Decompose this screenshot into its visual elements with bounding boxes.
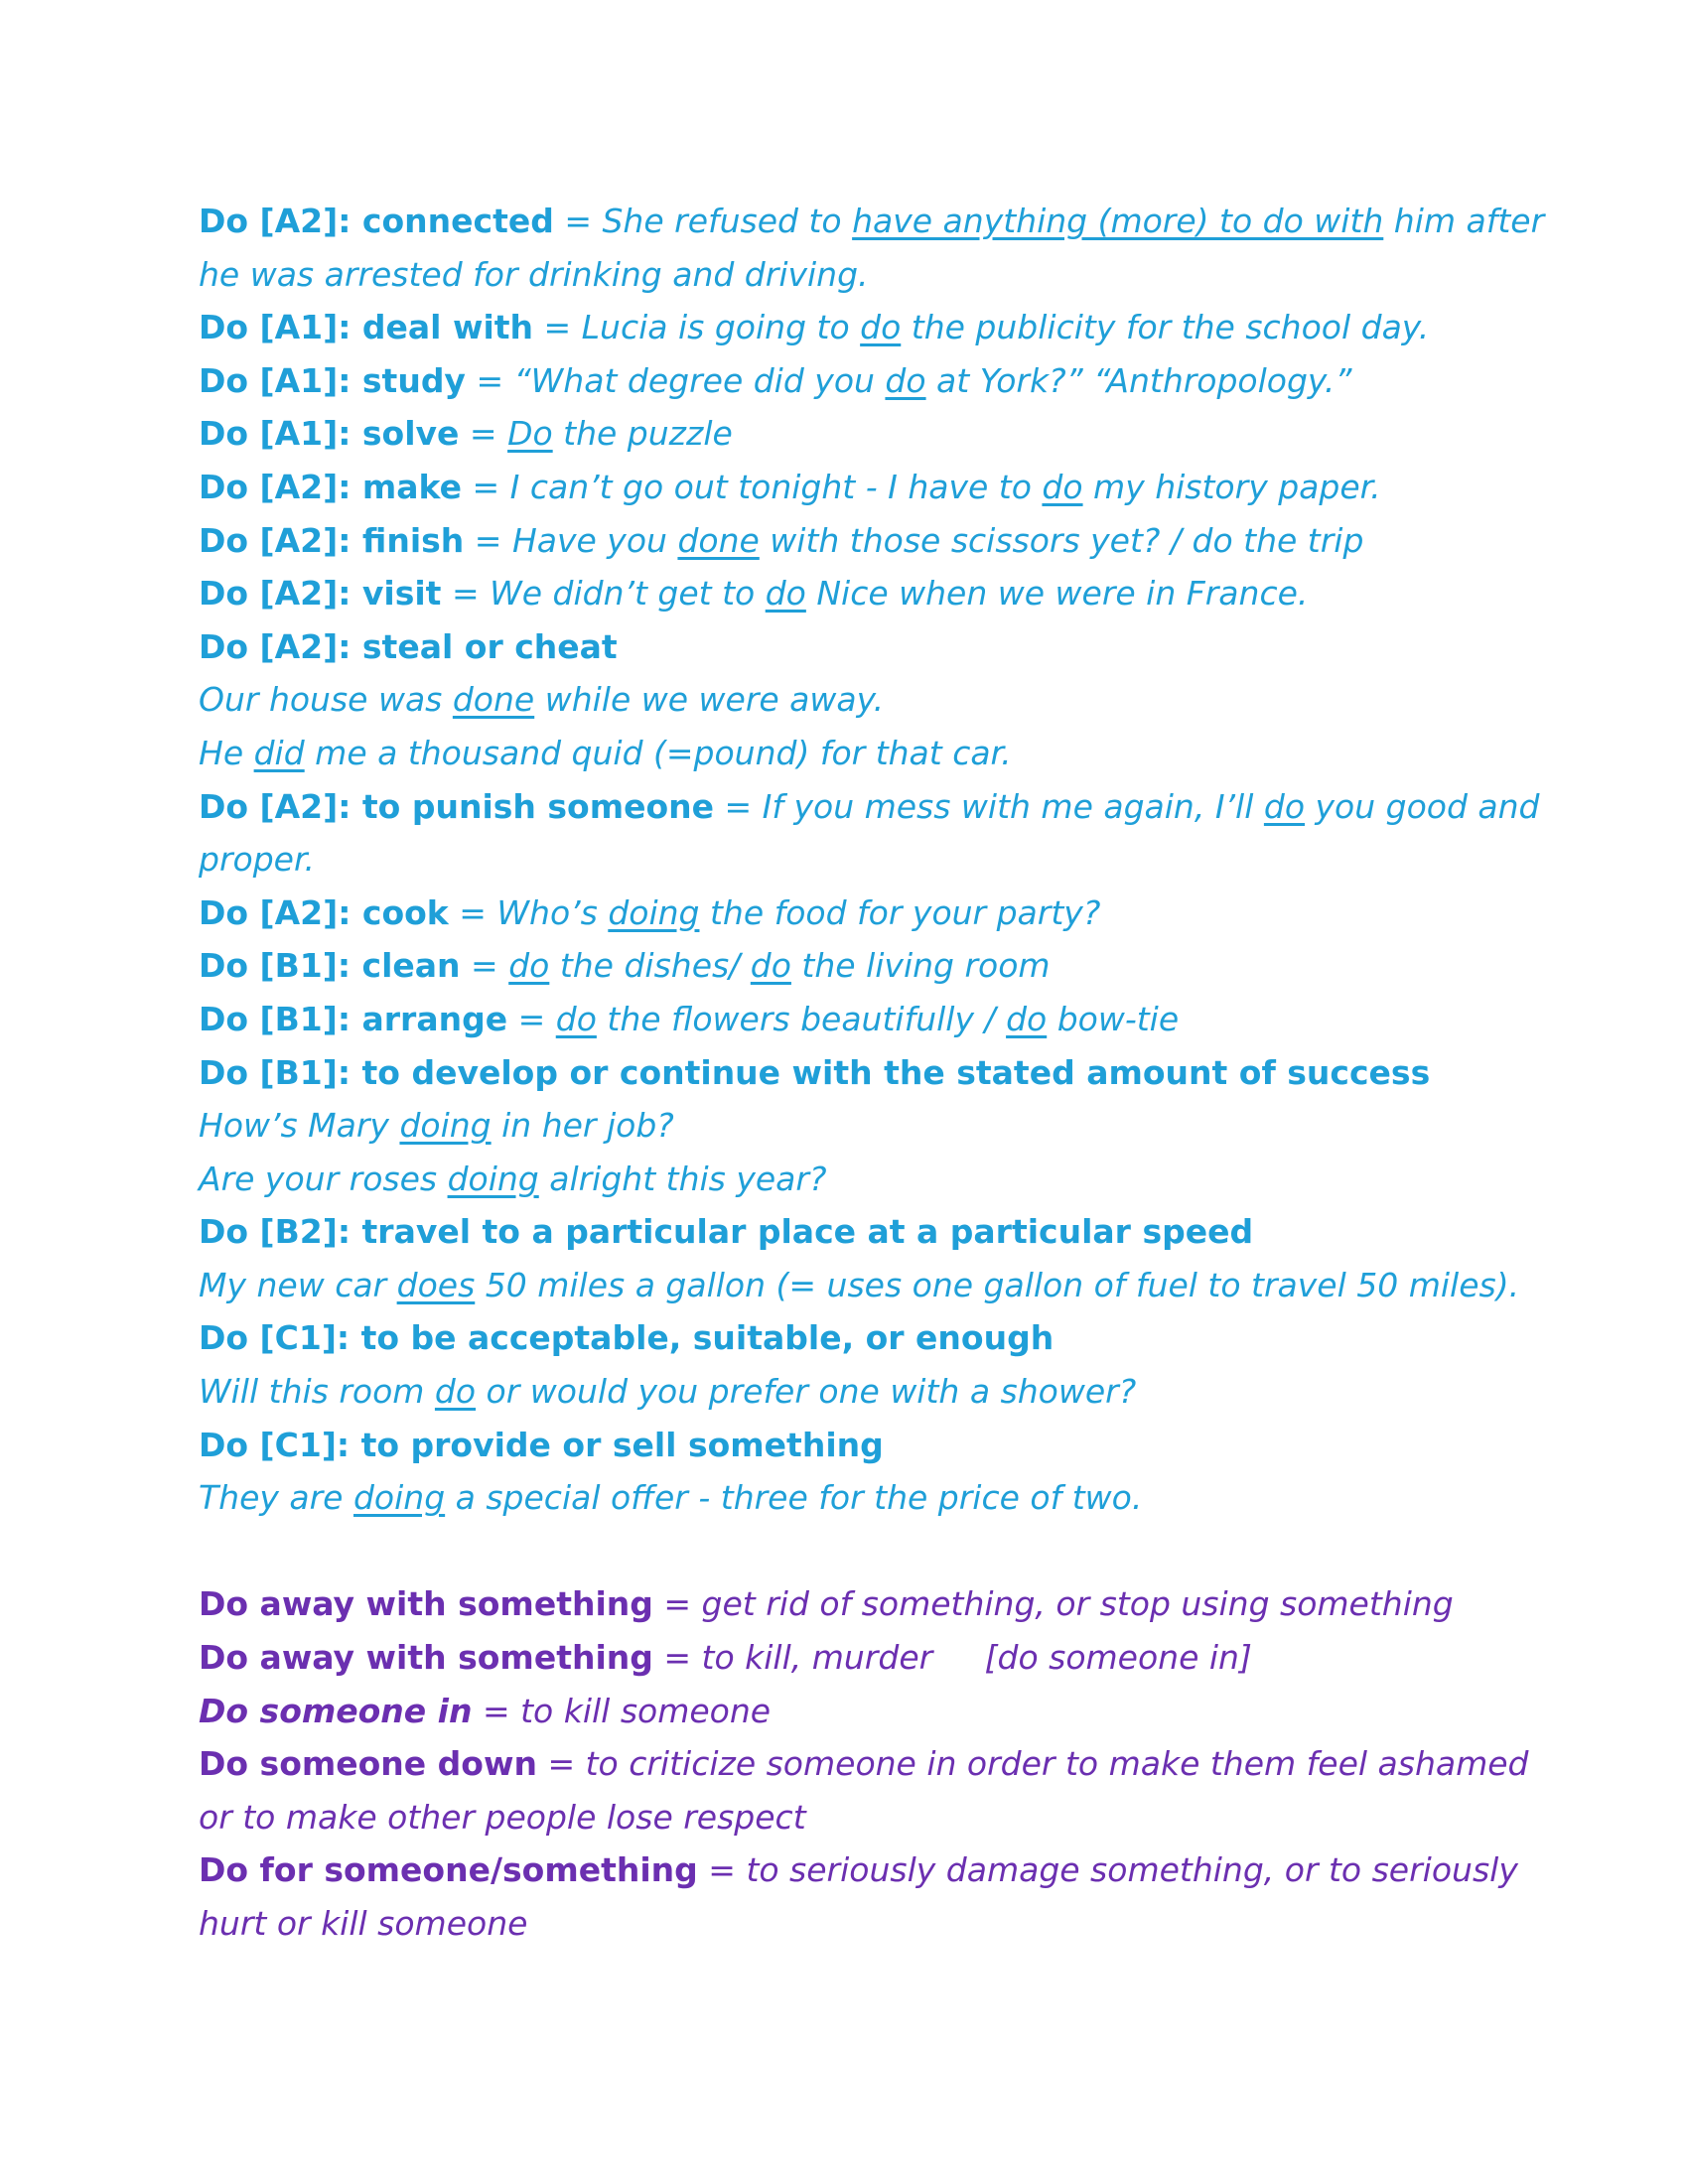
underlined-example: doing	[399, 1106, 492, 1146]
text-line	[199, 1631, 1489, 1685]
entry-text: = to seriously damage something, or to seriously	[697, 1850, 1518, 1890]
entry-text: my history paper.	[1082, 467, 1381, 506]
entry-text: My new car	[199, 1265, 397, 1304]
entry-heading: Do [B2]: travel to a particular place at a particular speed	[199, 1212, 1254, 1252]
text-line	[199, 514, 1489, 568]
entry-heading: Do [A2]: finish	[199, 520, 465, 560]
entry-heading: Do [A1]: solve	[199, 414, 460, 454]
entry-text: the publicity for the school day.	[901, 308, 1430, 347]
underlined-example: done	[452, 680, 535, 720]
underlined-example: do	[434, 1372, 477, 1412]
underlined-example: do	[555, 999, 597, 1038]
entry-text: he was arrested for drinking and driving.	[199, 254, 869, 294]
entry-heading: Do [A2]: connected	[199, 202, 554, 240]
entry-text: They are	[199, 1478, 353, 1518]
text-line	[199, 567, 1489, 620]
text-line	[199, 1471, 1489, 1525]
entry-text: =	[459, 414, 508, 454]
text-line	[199, 1153, 1489, 1206]
text-line	[199, 1259, 1520, 1312]
entry-text: at York?” “Anthropology.”	[925, 360, 1352, 400]
underlined-example: did	[253, 733, 305, 772]
blank-line	[199, 1525, 1489, 1578]
underlined-example: doing	[608, 892, 700, 932]
entry-heading: Do someone in	[199, 1691, 473, 1730]
text-line	[199, 1365, 1489, 1419]
entry-text: the living room	[790, 946, 1051, 986]
text-line	[199, 248, 1489, 302]
entry-text: him after	[1383, 202, 1545, 240]
text-line	[199, 727, 1489, 780]
entry-text: 50 miles a gallon (= uses one gallon of fuel to travel 50 miles).	[475, 1265, 1520, 1304]
entry-text: Our house was	[199, 680, 453, 720]
document-body	[199, 195, 1545, 1951]
text-line	[199, 1099, 1489, 1153]
text-line	[199, 407, 1489, 461]
underlined-example: Do	[507, 414, 553, 454]
text-line	[199, 620, 1489, 674]
entry-text: = to kill, murder [do someone in]	[652, 1638, 1252, 1678]
entry-heading: Do [B1]: to develop or continue with the stated amount of success	[199, 1052, 1431, 1092]
entry-text: = We didn’t get to	[441, 574, 766, 614]
entry-text: you good and	[1305, 786, 1540, 826]
entry-text: He	[199, 733, 254, 772]
text-line	[199, 887, 1489, 940]
entry-text: How’s Mary	[199, 1106, 400, 1146]
entry-heading: Do for someone/something	[199, 1850, 698, 1890]
text-line	[199, 1897, 1489, 1951]
underlined-example: doing	[352, 1478, 446, 1518]
underlined-example: do	[508, 946, 550, 986]
entry-heading: Do [B1]: clean	[199, 946, 461, 986]
entry-text: in her job?	[491, 1106, 674, 1146]
underlined-example: do	[765, 574, 806, 614]
entry-text: = I can’t go out tonight - I have to	[462, 467, 1043, 506]
entry-text: alright this year?	[538, 1159, 827, 1198]
entry-text: = Have you	[464, 520, 678, 560]
entry-text: = Who’s	[448, 892, 609, 932]
entry-text: = get rid of something, or stop using something	[652, 1584, 1454, 1624]
text-line	[199, 1791, 1489, 1844]
text-line	[199, 780, 1540, 834]
entry-text: the flowers beautifully /	[596, 999, 1007, 1038]
entry-heading: Do away with something	[199, 1584, 653, 1624]
entry-text: the puzzle	[552, 414, 733, 454]
entry-text: = If you mess with me again, I’ll	[714, 786, 1264, 826]
entry-heading: Do [A2]: make	[199, 467, 462, 506]
text-line	[199, 939, 1489, 993]
entry-text: the food for your party?	[699, 892, 1101, 932]
entry-text: while we were away.	[534, 680, 885, 720]
text-line	[199, 833, 1489, 887]
underlined-example: do	[1006, 999, 1048, 1038]
entry-text: = to criticize someone in order to make them feel ashamed	[536, 1744, 1529, 1784]
entry-text: a special offer - three for the price of two.	[445, 1478, 1143, 1518]
entry-text: Will this room	[199, 1372, 435, 1412]
entry-text: bow-tie	[1047, 999, 1180, 1038]
entry-text: =	[507, 999, 556, 1038]
entry-heading: Do [B1]: arrange	[199, 999, 508, 1038]
text-line	[199, 1311, 1489, 1365]
underlined-example: do	[750, 946, 791, 986]
text-line	[199, 1737, 1529, 1791]
entry-text: = to kill someone	[472, 1691, 772, 1730]
entry-text: me a thousand quid (=pound) for that car.	[304, 733, 1012, 772]
entry-heading: Do [A1]: study	[199, 360, 466, 400]
entry-text: =	[460, 946, 509, 986]
text-line	[199, 1685, 1489, 1738]
text-line	[199, 301, 1489, 354]
entry-heading: Do [A2]: visit	[199, 574, 442, 614]
underlined-example: does	[396, 1265, 476, 1304]
entry-text: with those scissors yet? / do the trip	[759, 520, 1364, 560]
text-line	[199, 195, 1545, 248]
text-line	[199, 1419, 1489, 1472]
underlined-example: do	[885, 360, 926, 400]
text-line	[199, 1843, 1518, 1897]
entry-heading: Do [A2]: to punish someone	[199, 786, 715, 826]
entry-heading: Do [C1]: to provide or sell something	[199, 1425, 884, 1464]
entry-text: or would you prefer one with a shower?	[476, 1372, 1137, 1412]
underlined-example: do	[860, 308, 902, 347]
entry-text: or to make other people lose respect	[199, 1797, 806, 1837]
text-line	[199, 993, 1489, 1046]
entry-heading: Do someone down	[199, 1744, 537, 1784]
entry-text: Nice when we were in France.	[805, 574, 1309, 614]
text-line	[199, 461, 1489, 514]
text-line	[199, 673, 1489, 727]
entry-text: the dishes/	[549, 946, 751, 986]
entry-heading: Do [A2]: steal or cheat	[199, 626, 618, 666]
entry-heading: Do [A1]: deal with	[199, 308, 534, 347]
entry-heading: Do [A2]: cook	[199, 892, 449, 932]
text-line	[199, 354, 1489, 408]
entry-heading: Do [C1]: to be acceptable, suitable, or enough	[199, 1318, 1055, 1358]
entry-text: proper.	[199, 840, 315, 880]
entry-text: = Lucia is going to	[533, 308, 861, 347]
underlined-example: do	[1263, 786, 1306, 826]
entry-text: Are your roses	[199, 1159, 448, 1198]
entry-heading: Do away with something	[199, 1638, 653, 1678]
entry-text: = “What degree did you	[465, 360, 886, 400]
text-line	[199, 1577, 1489, 1631]
text-line	[199, 1046, 1489, 1100]
text-line	[199, 1205, 1489, 1259]
entry-text: hurt or kill someone	[199, 1904, 528, 1943]
underlined-example: have anything (more) to do with	[852, 202, 1384, 240]
underlined-example: do	[1042, 467, 1083, 506]
underlined-example: doing	[447, 1159, 539, 1198]
underlined-example: done	[677, 520, 760, 560]
entry-text: = She refused to	[553, 202, 853, 240]
